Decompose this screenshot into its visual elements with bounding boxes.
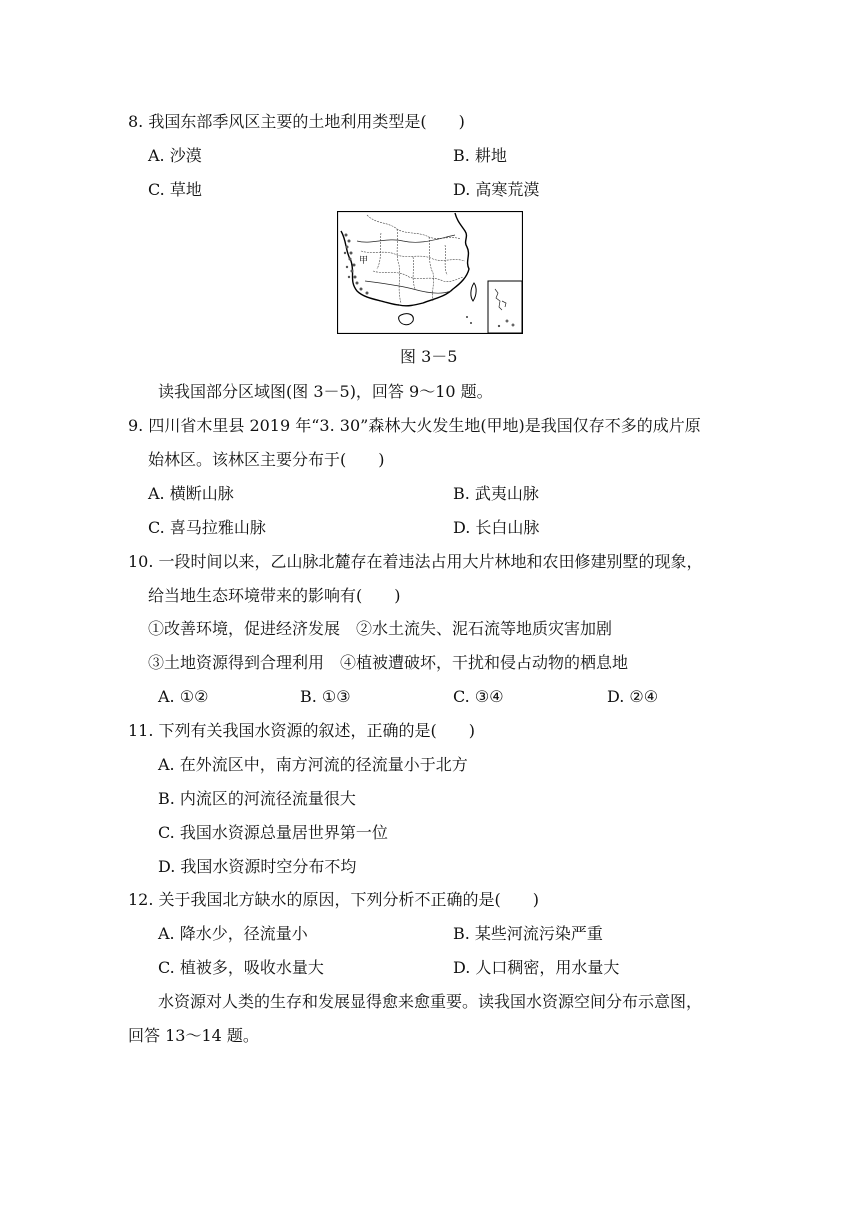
- q8-option-b: B. 耕地: [453, 146, 507, 165]
- q8-option-c: C. 草地: [148, 180, 202, 199]
- question-11-stem: 11. 下列有关我国水资源的叙述，正确的是( ): [128, 721, 476, 740]
- q10-statement-line2: ③土地资源得到合理利用 ④植被遭破坏，干扰和侵占动物的栖息地: [148, 653, 629, 672]
- q11-option-d: D. 我国水资源时空分布不均: [158, 857, 357, 876]
- intro-13-14-line2: 回答 13～14 题。: [128, 1026, 259, 1045]
- q8-option-a: A. 沙漠: [148, 146, 202, 165]
- question-9-stem-line2: 始林区。该林区主要分布于( ): [148, 450, 385, 469]
- q10-option-d: D. ②④: [607, 687, 659, 706]
- question-10-stem-line1: 10. 一段时间以来，乙山脉北麓存在着违法占用大片林地和农田修建别墅的现象，: [128, 552, 703, 571]
- q11-option-c: C. 我国水资源总量居世界第一位: [158, 823, 388, 842]
- q12-option-a: A. 降水少，径流量小: [158, 924, 308, 943]
- q10-statement-line1: ①改善环境，促进经济发展 ②水土流失、泥石流等地质灾害加剧: [148, 619, 613, 638]
- q10-option-b: B. ①③: [300, 687, 351, 706]
- question-12-stem: 12. 关于我国北方缺水的原因，下列分析不正确的是( ): [128, 890, 540, 909]
- regional-map-figure: [337, 211, 523, 334]
- q11-option-a: A. 在外流区中，南方河流的径流量小于北方: [158, 755, 468, 774]
- q9-option-c: C. 喜马拉雅山脉: [148, 518, 266, 537]
- q11-option-b: B. 内流区的河流径流量很大: [158, 789, 356, 808]
- question-9-stem-line1: 9. 四川省木里县 2019 年“3. 30”森林大火发生地(甲地)是我国仅存不多的成片原: [128, 416, 701, 435]
- q12-option-c: C. 植被多，吸收水量大: [158, 958, 324, 977]
- q9-option-a: A. 横断山脉: [148, 484, 234, 503]
- q12-option-d: D. 人口稠密，用水量大: [453, 958, 620, 977]
- intro-9-10: 读我国部分区域图(图 3－5)，回答 9～10 题。: [158, 382, 493, 401]
- figure-caption: 图 3－5: [400, 347, 458, 366]
- intro-13-14-line1: 水资源对人类的生存和发展显得愈来愈重要。读我国水资源空间分布示意图，: [158, 992, 703, 1011]
- q9-option-d: D. 长白山脉: [453, 518, 540, 537]
- q10-option-c: C. ③④: [453, 687, 504, 706]
- q8-option-d: D. 高寒荒漠: [453, 180, 540, 199]
- q10-option-a: A. ①②: [158, 687, 209, 706]
- question-8-stem: 8. 我国东部季风区主要的土地利用类型是( ): [128, 112, 465, 131]
- question-10-stem-line2: 给当地生态环境带来的影响有( ): [148, 586, 401, 605]
- q9-option-b: B. 武夷山脉: [453, 484, 539, 503]
- map-label-jia: 甲: [359, 255, 369, 265]
- q12-option-b: B. 某些河流污染严重: [453, 924, 603, 943]
